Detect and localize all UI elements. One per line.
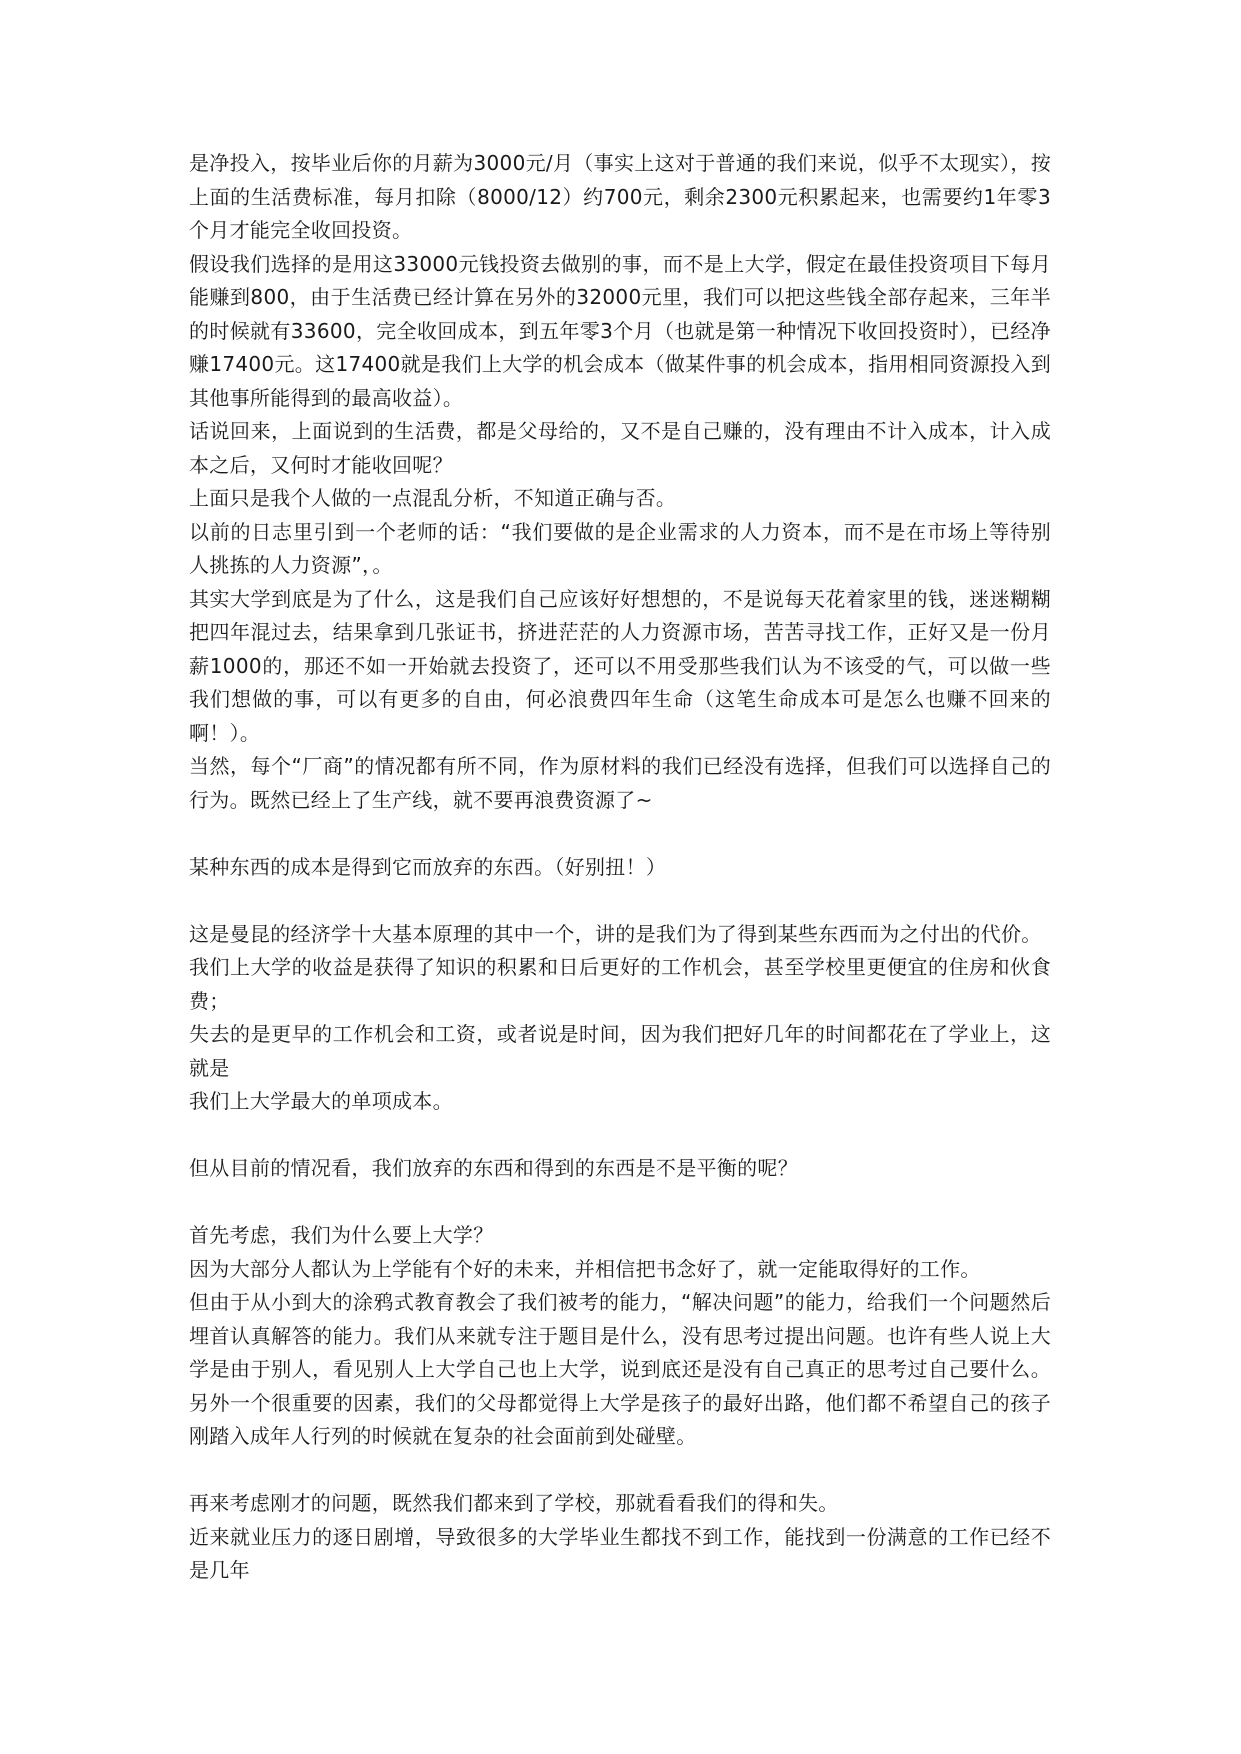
document-body <box>189 147 1051 1588</box>
blank-line <box>189 884 1051 918</box>
paragraph: 话说回来，上面说到的生活费，都是父母给的，又不是自己赚的，没有理由不计入成本，计入成本之后，又何时才能收回呢？ <box>189 419 1051 477</box>
paragraph: 这是曼昆的经济学十大基本原理的其中一个，讲的是我们为了得到某些东西而为之付出的代价。 <box>189 921 1042 946</box>
paragraph: 当然，每个“厂商”的情况都有所不同，作为原材料的我们已经没有选择，但我们可以选择自己的行为。既然已经上了生产线，就不要再浪费资源了~ <box>189 754 1051 812</box>
paragraph: 假设我们选择的是用这33000元钱投资去做别的事，而不是上大学，假定在最佳投资项目下每月能赚到800，由于生活费已经计算在另外的32000元里，我们可以把这些钱全部存起来，三年半的时候就有33600，完全收回成本，到五年零3个月（也就是第一种情况下收回投资时），已经净赚17400元。这17400就是我们上大学的机会成本（做某件事的机会成本，指用相同资源投入到其他事所能得到的最高收益）。 <box>189 251 1051 410</box>
paragraph: 我们上大学最大的单项成本。 <box>189 1089 453 1113</box>
paragraph: 某种东西的成本是得到它而放弃的东西。（好别扭！） <box>189 854 667 879</box>
paragraph: 失去的是更早的工作机会和工资，或者说是时间，因为我们把好几年的时间都花在了学业上，这就是 <box>189 1022 1051 1080</box>
paragraph: 是净投入，按毕业后你的月薪为3000元/月（事实上这对于普通的我们来说，似乎不太现实），按上面的生活费标准，每月扣除（8000/12）约700元，剩余2300元积累起来，也需要约1年零3个月才能完全收回投资。 <box>189 151 1051 242</box>
paragraph: 其实大学到底是为了什么，这是我们自己应该好好想想的，不是说每天花着家里的钱，迷迷糊糊把四年混过去，结果拿到几张证书，挤进茫茫的人力资源市场，苦苦寻找工作，正好又是一份月薪1000的，那还不如一开始就去投资了，还可以不用受那些我们认为不该受的气，可以做一些我们想做的事，可以有更多的自由，何必浪费四年生命（这笔生命成本可是怎么也赚不回来的啊！）。 <box>189 586 1051 745</box>
blank-line <box>189 1186 1051 1220</box>
paragraph: 但由于从小到大的涂鸦式教育教会了我们被考的能力，“解决问题”的能力，给我们一个问题然后埋首认真解答的能力。我们从来就专注于题目是什么，没有思考过提出问题。也许有些人说上大学是由于别人，看见别人上大学自己也上大学，说到底还是没有自己真正的思考过自己要什么。另外一个很重要的因素，我们的父母都觉得上大学是孩子的最好出路，他们都不希望自己的孩子刚踏入成年人行列的时候就在复杂的社会面前到处碰壁。 <box>189 1290 1051 1448</box>
paragraph: 因为大部分人都认为上学能有个好的未来，并相信把书念好了，就一定能取得好的工作。 <box>189 1256 981 1281</box>
paragraph: 以前的日志里引到一个老师的话：“我们要做的是企业需求的人力资本，而不是在市场上等待别人挑拣的人力资源”，。 <box>189 519 1051 577</box>
paragraph: 上面只是我个人做的一点混乱分析，不知道正确与否。 <box>189 486 677 510</box>
paragraph: 但从目前的情况看，我们放弃的东西和得到的东西是不是平衡的呢？ <box>189 1156 798 1180</box>
blank-line <box>189 1119 1051 1153</box>
paragraph: 首先考虑，我们为什么要上大学？ <box>189 1223 494 1247</box>
blank-line <box>189 1454 1051 1488</box>
paragraph: 近来就业压力的逐日剧增，导致很多的大学毕业生都找不到工作，能找到一份满意的工作已经不是几年 <box>189 1524 1051 1582</box>
blank-line <box>189 817 1051 851</box>
paragraph: 我们上大学的收益是获得了知识的积累和日后更好的工作机会，甚至学校里更便宜的住房和伙食费； <box>189 955 1051 1013</box>
paragraph: 再来考虑刚才的问题，既然我们都来到了学校，那就看看我们的得和失。 <box>189 1491 839 1515</box>
